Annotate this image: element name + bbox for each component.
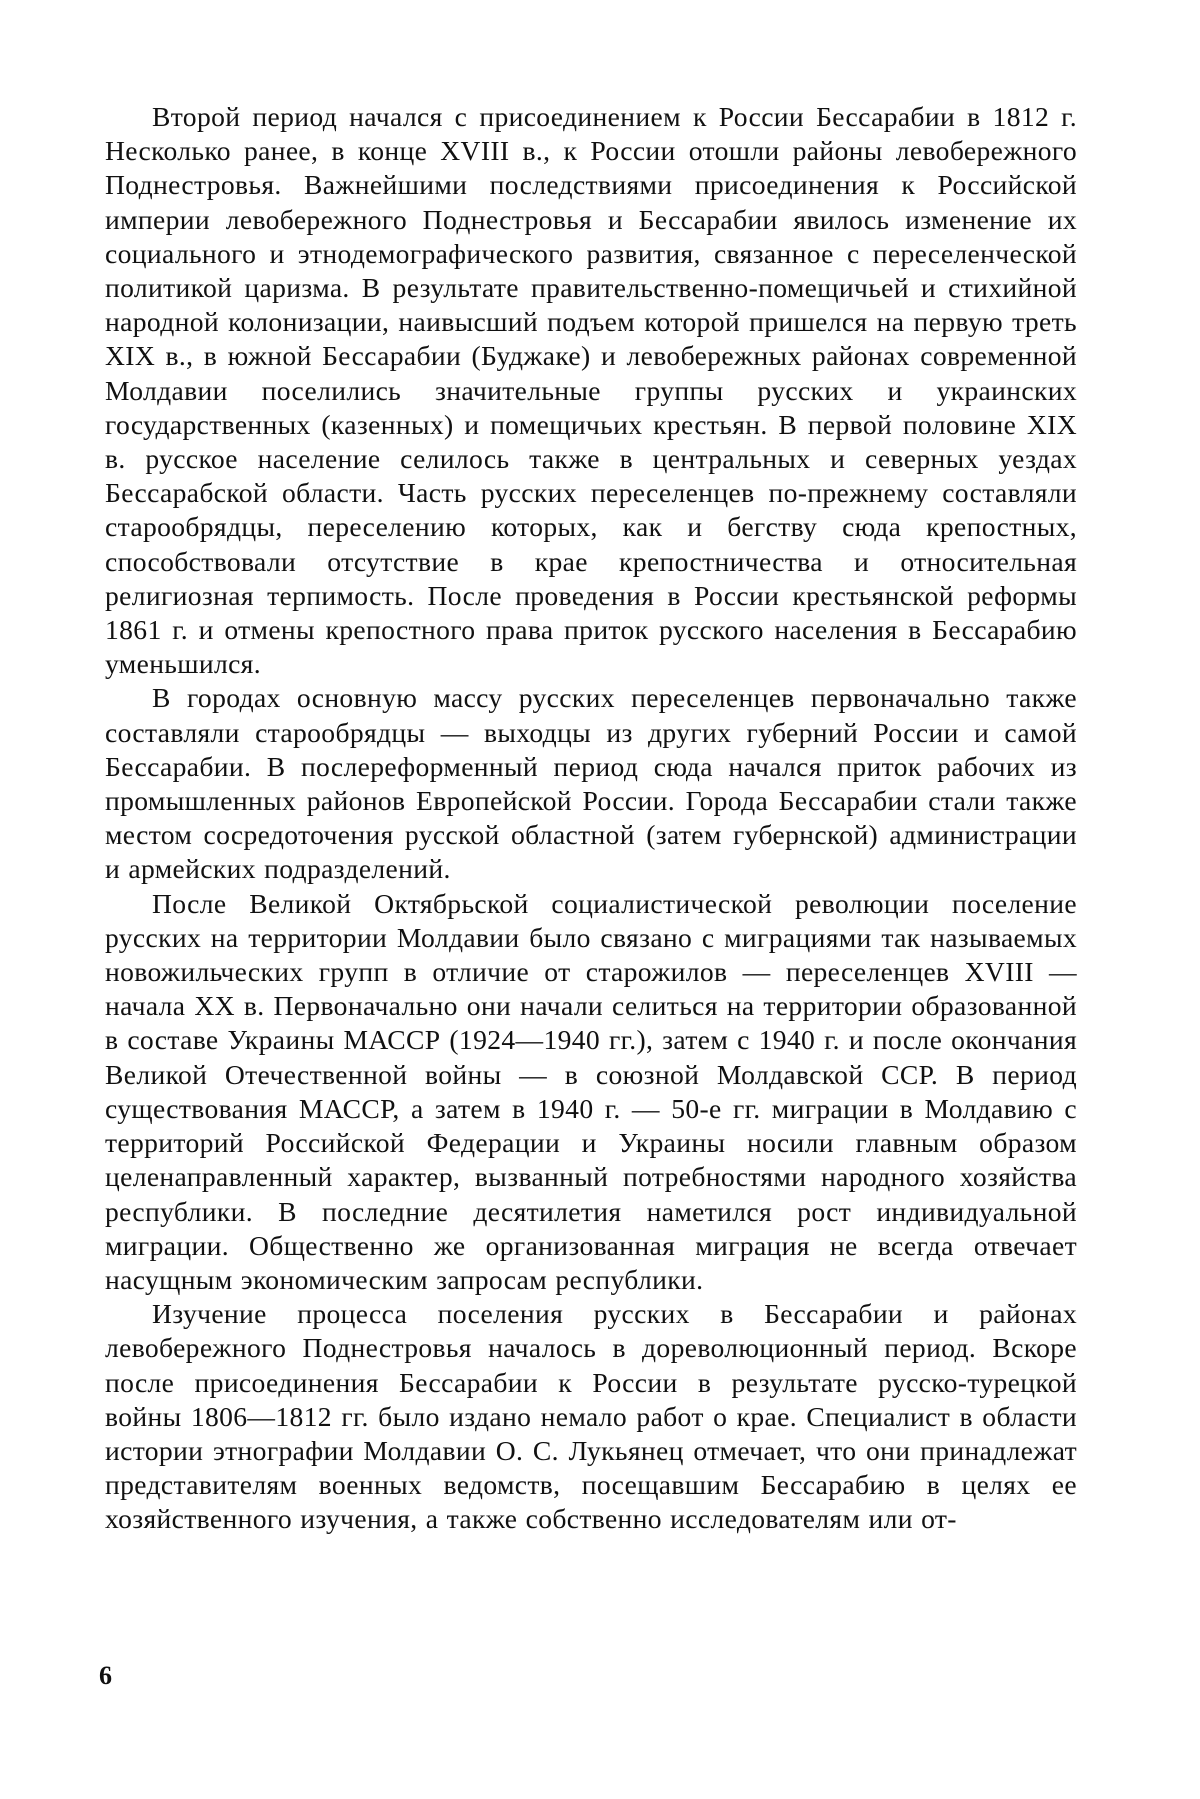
paragraph-4: Изучение процесса поселения русских в Бессарабии и районах левобережного Поднестровья началось в дореволюционный период. Вскоре после присоединения Бессарабии к России в результате русско-турецкой войны 1806—1812 гг. было издано немало работ о крае. Специалист в области истории этнографии Молдавии О. С. Лукьянец отмечает, что они принадлежат представителям военных ведомств, посещавшим Бессарабию в целях ее хозяйственного изучения, а также собственно исследователям или от- xyxy=(105,1298,1077,1535)
paragraph-1: Второй период начался с присоединением к России Бессарабии в 1812 г. Несколько ранее, в конце XVIII в., к России отошли районы левобережного Поднестровья. Важнейшими последствиями присоединения к Российской империи левобережного Поднестровья и Бессарабии явилось изменение их социального и этнодемографического развития, связанное с переселенческой политикой царизма. В результате правительственно-помещичьей и стихийной народной колонизации, наивысший подъем которой пришелся на первую треть XIX в., в южной Бессарабии (Буджаке) и левобережных районах современной Молдавии поселились значительные группы русских и украинских государственных (казенных) и помещичьих крестьян. В первой половине XIX в. русское население селилось также в центральных и северных уездах Бессарабской области. Часть русских переселенцев по-прежнему составляли старообрядцы, переселению которых, как и бегству сюда крепостных, способствовали отсутствие в крае крепостничества и относительная религиозная терпимость. После проведения в России крестьянской реформы 1861 г. и отмены крепостного права приток русского населения в Бессарабию уменьшился. xyxy=(105,101,1077,680)
paragraph-2: В городах основную массу русских переселенцев первоначально также составляли старообрядцы — выходцы из других губерний России и самой Бессарабии. В послереформенный период сюда начался приток рабочих из промышленных районов Европейской России. Города Бессарабии стали также местом сосредоточения русской областной (затем губернской) администрации и армейских подразделений. xyxy=(105,682,1077,885)
body-text xyxy=(105,100,1077,1537)
paragraph-3: После Великой Октябрьской социалистической революции поселение русских на территории Молдавии было связано с миграциями так называемых новожильческих групп в отличие от старожилов — переселенцев XVIII — начала XX в. Первоначально они начали селиться на территории образованной в составе Украины МАССР (1924—1940 гг.), затем с 1940 г. и после окончания Великой Отечественной войны — в союзной Молдавской ССР. В период существования МАССР, а затем в 1940 г. — 50-е гг. миграции в Молдавию с территорий Российской Федерации и Украины носили главным образом целенаправленный характер, вызванный потребностями народного хозяйства республики. В последние десятилетия наметился рост индивидуальной миграции. Общественно же организованная миграция не всегда отвечает насущным экономическим запросам республики. xyxy=(105,887,1077,1295)
page-number: 6 xyxy=(99,1661,112,1690)
